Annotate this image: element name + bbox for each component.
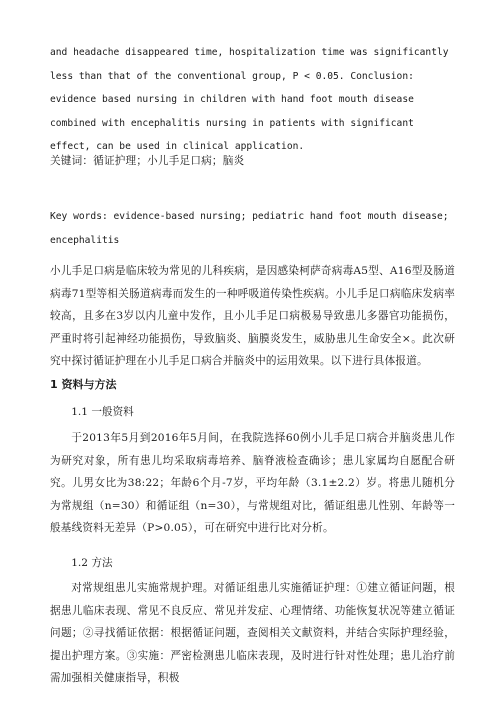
subsection-1-2-heading: 1.2 方法 bbox=[71, 557, 113, 569]
introduction-paragraph: 小儿手足口病是临床较为常见的儿科疾病，是因感染柯萨奇病毒A5型、A16型及肠道病毒71型等相关肠道病毒而发生的一种呼吸道传染性疾病。小儿手足口病临床发病率较高，且多在3岁以内儿童中发作，且小儿手足口病极易导致患儿多器官功能损伤，严重时将引起神经功能损伤，导致脑炎、脑膜炎发生，威胁患儿生命安全×。此次研究中探讨循证护理在小儿手足口病合并脑炎中的运用效果。以下进行具体报道。 bbox=[50, 265, 455, 367]
subsection-1-1-paragraph: 于2013年5月到2016年5月间，在我院选择60例小儿手足口病合并脑炎患儿作为研究对象，所有患儿均采取病毒培养、脑脊液检查确诊；患儿家属均自愿配合研究。儿男女比为38:22；年龄6个月-7岁，平均年龄（3.1±2.2）岁。将患儿随机分为常规组（n=30）和循证组（n=30），与常规组对比，循证组患儿性别、年龄等一般基线资料无差异（P>0.05），可在研究中进行比对分析。 bbox=[50, 432, 455, 534]
section-1-heading: 1 资料与方法 bbox=[50, 378, 117, 391]
keywords-chinese: 关键词：循证护理；小儿手足口病；脑炎 bbox=[50, 155, 245, 167]
keywords-english: Key words: evidence-based nursing; pediatric hand foot mouth disease; encephalitis bbox=[50, 211, 449, 246]
subsection-1-2-paragraph: 对常规组患儿实施常规护理。对循证组患儿实施循证护理：①建立循证问题，根据患儿临床表现、常见不良反应、常见并发症、心理情绪、功能恢复状况等建立循证问题；②寻找循证依据：根据循证问题，查阅相关文献资料，并结合实际护理经验，提出护理方案。③实施：严密检测患儿临床表现，及时进行针对性处理；患儿治疗前需加强相关健康指导，积极 bbox=[50, 582, 455, 684]
subsection-1-1-heading: 1.1 一般资料 bbox=[71, 406, 134, 418]
abstract-english-tail: and headache disappeared time, hospitalization time was significantly less than that of the conventional group, P < 0.05. Conclusion: evidence based nursing in children with hand foot mouth disease combined with encephalitis nursing in patients with significant effect, can be used in clinical application. bbox=[50, 47, 449, 152]
